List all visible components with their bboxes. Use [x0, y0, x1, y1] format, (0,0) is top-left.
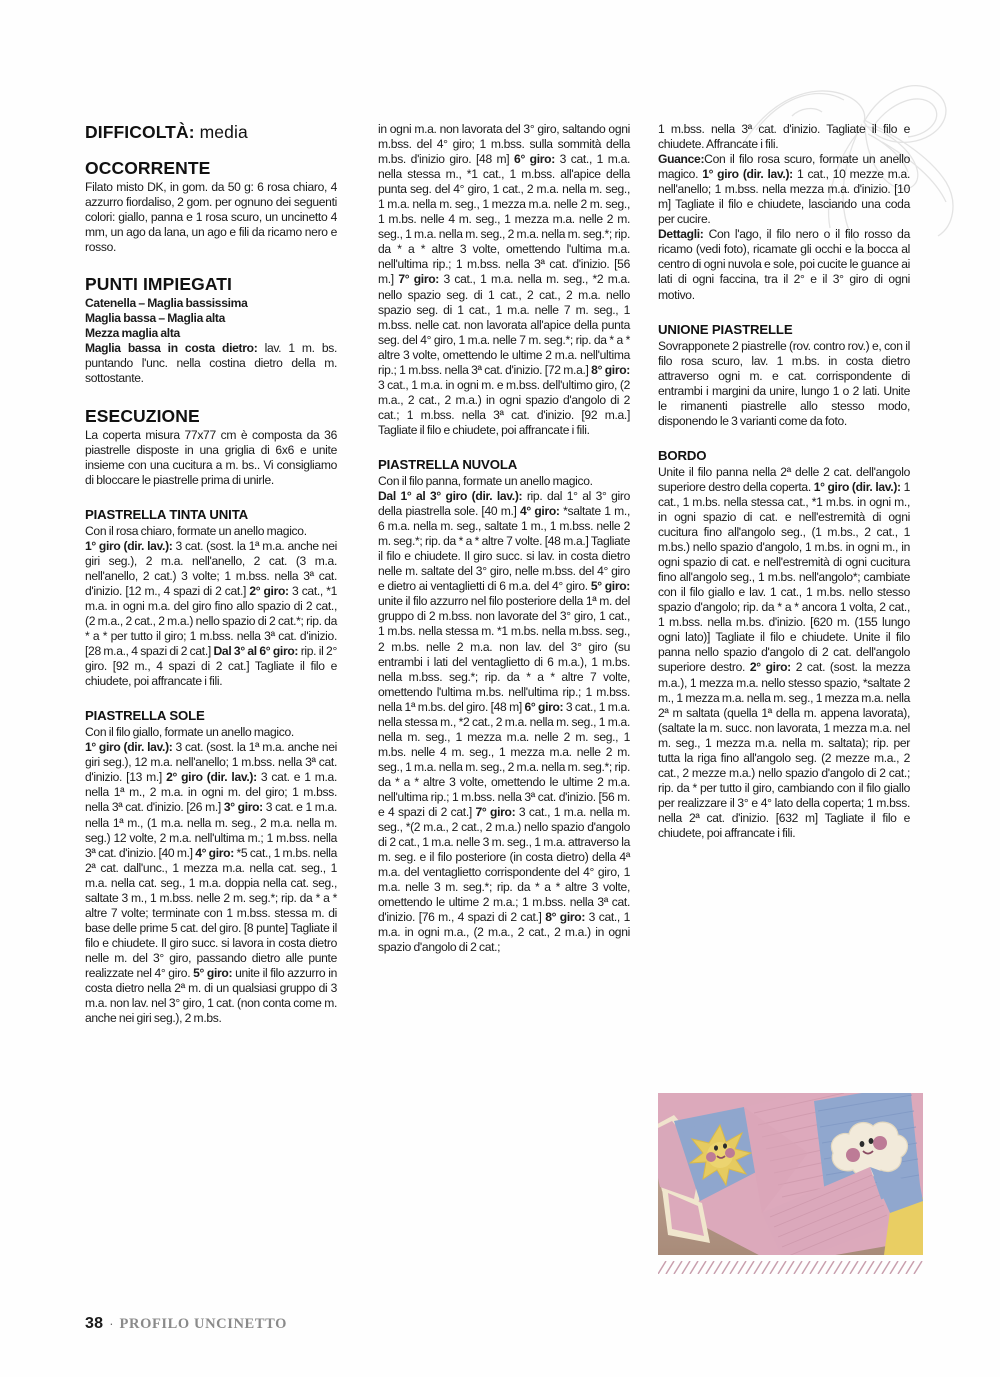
bordo-giro2-text: 2 cat. (sost. la mezza m.a.), 1 mezza m.a. nello stesso spazio, *saltate 2 m., 1 mezza m.a. nella m. seg., 1 mezza m.a. nella 2ª m saltata (quella 1ª della m. appena lavorata), (saltate la m. succ. non lavorata, 1 mezza m.a. nel m. seg., 1 mezza m.a. nella m. saltata); rip. per tutta la riga fino all'angolo seg. (2 mezze m.a., 2 cat., 2 mezze m.a.) nello spazio d'angolo di 2 cat.; rip. da * per tutto il giro, cambiando con il filo giallo per realizzare il 3° e 4° lato della coperta; 1 m.bss. nella 2ª cat. d'inizio. [632 m] Tagliate il filo e chiudete, poi affrancate i fili. — [658, 660, 910, 840]
sole-giro3-label: 3° giro: — [223, 800, 263, 815]
nuvola-body — [378, 474, 630, 956]
sole-giro1-text: 3 cat. (sost. la 1ª m.a. anche nei giri seg.), 12 m.a. nell'anello; 1 m.bss. nella 3ª cat. d'inizio. [13 m.] — [85, 740, 338, 785]
nuvola-intro: Con il filo panna, formate un anello magico. — [378, 473, 593, 488]
sole-giro8-label: 8° giro: — [591, 362, 630, 377]
photo-block — [658, 1093, 923, 1255]
section-heading-tinta-unita: PIASTRELLA TINTA UNITA — [85, 506, 248, 522]
footer-separator: · — [109, 1316, 114, 1331]
sole-giro1-label: 1° giro (dir. lav.): — [85, 740, 173, 755]
tinta-intro: Con il rosa chiaro, formate un anello magico. — [85, 523, 307, 538]
section-heading-unione: UNIONE PIASTRELLE — [658, 321, 793, 337]
punti-definition — [85, 341, 337, 386]
sole-giro4-label: 4° giro: — [195, 845, 234, 860]
dettagli-text: Con l'ago, il filo nero o il filo rosso da ricamo (vedi foto), ricamate gli occhi e la bocca al centro di ogni nuvola e sole, poi cucite le guance ai lati di ogni faccina, tra il 2° e il 3° giro di ogni motivo. — [658, 227, 910, 302]
sole-giro2-text: 3 cat. e 1 m.a. nella 1ª m., 2 m.a. in ogni m. del giro; 1 m.bss. nella 3ª cat. d'inizio. [26 m.] — [85, 770, 337, 815]
punti-list — [85, 296, 337, 341]
esecuzione-text: La coperta misura 77x77 cm è composta da 36 piastrelle disposte in una griglia di 6x6 e unite insieme con una cucitura a m. bs.. Vi consigliamo di bloccare le piastrelle prima di unirle. — [85, 427, 337, 487]
sole-giro4-text: *5 cat., 1 m.bs. nella 2ª cat. dall'unc., 1 mezza m.a. nella cat. seg., 1 m.a. nella cat. seg., 1 m.a. doppia nella cat. seg., saltate 3 m., 1 m.bss. nelle 2 m. seg.*; rip. da * a * altre 7 volte; terminate con 1 m.bss. stessa m. di base delle prime 5 cat. del giro. [8 punte] Tagliate il filo e chiudete. Il giro succ. si lavora in costa dietro nelle m. del 3° giro, passando dietro alle punte realizzate nel 4° giro. — [85, 845, 337, 980]
sole-body — [85, 725, 337, 1026]
nuvola-giro8-text: 3 cat., 1 m.a. in ogni m.a., (2 m.a., 2 cat., 2 m.a.) in ogni spazio d'angolo di 2 cat.; — [378, 910, 630, 955]
difficulty-value: media — [199, 122, 248, 142]
nuvola-giro6-text: 3 cat., 1 m.a. nella stessa m., *2 cat., 2 m.a. nella m. seg., 1 m.a. nella m. seg., 1 mezza m.a. nelle 2 m. seg., 1 m.bs. nelle 4 m. seg., 1 mezza m.a. nelle 2 m. seg., 1 m.a. nella m. seg., 2 m.a. nella m. seg.*; rip. da * a * altre 3 volte, omettendo le ultime 2 m.a. nell'ultima rip.; 1 m.bss. nella 3ª cat. d'inizio. [56 m. e 4 spazi di 2 cat.] — [378, 699, 630, 820]
section-heading-bordo: BORDO — [658, 447, 707, 463]
bordo-giro1-text: 1 cat., 1 m.bs. nella stessa cat., *1 m.bs. in ogni m., in ogni spazio di cat. e nell'estremità di ogni cucitura fino all'angolo seg., (1 m.bs., 2 cat., 1 m.bs.) nello spazio d'angolo, 1 m.bs. in ogni m., in ogni spazio di cat. e nell'estremità di ogni cucitura fino all'angolo seg., 1 m.bs. nell'angolo*; cambiate con il filo giallo e lav. 1 cat., 1 m.bs. nello stesso spazio d'angolo; rip. da * a * ancora 1 volta, 2 cat., 1 m.bss. nella m.bs. d'inizio. [620 m. (155 lungo ogni lato)] Tagliate il filo e chiudete. Unite il filo panna nello spazio d'angolo di 2 cat. dell'angolo superiore destro. — [658, 479, 910, 675]
punti-line-2: Maglia bassa – Maglia alta — [85, 311, 226, 326]
section-heading-esecuzione: ESECUZIONE — [85, 405, 200, 426]
unione-text: Sovrapponete 2 piastrelle (rov. contro rov.) e, con il filo rosa scuro, lav. 1 m.bs. in costa dietro attraverso ogni m. e cat. corrispondente di entrambi i margini da unire, lungo 1 o 2 lati. Unite le rimanenti piastrelle allo stesso modo, disponendo le 3 varianti come da foto. — [658, 338, 910, 428]
punti-line-1: Catenella – Maglia bassissima — [85, 296, 248, 311]
diagonal-hatch-strip — [658, 1261, 923, 1274]
guance-body — [658, 152, 910, 227]
tinta-giro2-text: 3 cat., *1 m.a. in ogni m.a. del giro fino allo spazio di 2 cat., (2 m.a., 2 cat., 2 m.a.) nello spazio di 2 cat.*; rip. da * a * per tutto il giro; 1 m.bss. nella 3ª cat. d'inizio. [28 m.a., 4 spazi di 2 cat.] — [85, 583, 337, 659]
tinta-giro1-text: 3 cat. (sost. la 1ª m.a. anche nei giri seg.), 2 m.a. nell'anello, 2 cat. (3 m.a. nell'anello, 2 cat.) 3 volte; 1 m.bss. nella 3ª cat. d'inizio. [12 m., 4 spazi di 2 cat.] — [85, 538, 338, 598]
dettagli-label: Dettagli: — [658, 227, 704, 242]
section-heading-punti: PUNTI IMPIEGATI — [85, 274, 233, 295]
guance-giro1-label: 1° giro (dir. lav.): — [702, 167, 793, 182]
nuvola-giro7-text: 3 cat., 1 m.a. nella m. seg., *(2 m.a., 2 cat., 2 m.a.) nello spazio d'angolo di 2 cat., 1 m.a. nelle 3 m. seg., 1 m.a. attraverso la m. seg. e il filo posteriore (in costa dietro) della 4ª m.a. del ventaglietto corrispondente del 4° giro, 1 m.a. nelle 3 m. seg.*; rip. da * a * altre 3 volte, omettendo le ultime 2 m.a.; 1 m.bss. nella 3ª cat. d'inizio. [76 m., 4 spazi di 2 cat.] — [378, 805, 630, 925]
difficulty-heading — [85, 122, 337, 142]
tinta-giro2-label: 2° giro: — [249, 583, 289, 598]
sole-giro5-text: unite il filo azzurro in costa dietro nella 2ª m. di un qualsiasi gruppo di 3 m.a. non lav. nel 3° giro, 1 cat. (non conta come m. anche nei giri seg.), 2 m.bs. — [85, 965, 337, 1026]
column-2 — [378, 122, 630, 955]
column-3 — [658, 122, 910, 841]
column-1 — [85, 122, 337, 1026]
page-footer — [85, 1315, 287, 1333]
bordo-body — [658, 465, 910, 841]
nuvola-continued-body — [658, 122, 910, 152]
sole-giro8-text: 3 cat., 1 m.a. in ogni m. e m.bss. dell'ultimo giro, (2 m.a., 2 cat., 2 m.a.) in ogni spazio d'angolo di 2 cat.; 1 m.bss. nella 3ª cat. d'inizio. [92 m.a.] Tagliate il filo e chiudete, poi affrancate i fili. — [378, 377, 630, 437]
section-heading-occorrente: OCCORRENTE — [85, 158, 211, 178]
tinta-giro36-text: rip. il 2° giro. [92 m., 4 spazi di 2 cat.] Tagliate il filo e chiudete, poi affrancate i fili. — [85, 644, 337, 689]
sole-intro: Con il filo giallo, formate un anello magico. — [85, 725, 294, 740]
guance-label: Guance: — [658, 152, 705, 167]
sole-giro7-text: 3 cat., 1 m.a. nella m. seg., *2 m.a. nello spazio seg. di 1 cat., 2 cat., 2 m.a. nello spazio seg. di 1 cat., 1 m.a. nelle 7 m. seg., 1 m.bss. nelle cat. non lavorata all'apice della punta seg. del 4° giro, 1 m.a. nelle 7 m. seg.*; rip. da * a * altre 3 volte, omettendo le ultime 2 m.a. nell'ultima rip.; 1 m.bss. nella 3ª cat. d'inizio. [72 m.a.] — [378, 272, 630, 377]
sole-giro2-label: 2° giro (dir. lav.): — [166, 770, 257, 785]
tinta-giro1-label: 1° giro (dir. lav.): — [85, 538, 173, 553]
punti-definition-label: Maglia bassa in costa dietro: — [85, 341, 258, 356]
nuvola-giro7-label: 7° giro: — [475, 805, 516, 820]
punti-line-3: Mezza maglia alta — [85, 326, 180, 341]
bordo-giro1-label: 1° giro (dir. lav.): — [813, 479, 901, 494]
nuvola-giro4-text: *saltate 1 m., 6 m.a. nella m. seg., saltate 1 m., 1 m.bss. nelle 2 m. seg.*; rip. da * a * altre 7 volte. [48 m.a.] Tagliate il filo e chiudete. Il giro succ. si lav. in costa dietro nelle m. saltate del 3° giro, nelle m.bss. del 4° giro e dietro ai ventaglietti di 6 m.a. del 4° giro. — [378, 504, 630, 594]
nuvola-giro8-label: 8° giro: — [545, 910, 586, 925]
section-heading-sole: PIASTRELLA SOLE — [85, 708, 205, 724]
nuvola-giro5-text: unite il filo azzurro nel filo posteriore della 1ª m. del gruppo di 2 m.bss. non lavorate del 3° giro, 1 cat., 1 m.bs. nella stessa m. *1 m.bs. nella m.bss. seg., 2 m.bs. nelle 2 m.a. non lav. del 3° giro (su entrambi i lati del ventaglietto di 6 m.a.), 1 m.bs. nella m.bss. seg.*; rip. da * a * altre 7 volte, omettendo l'ultima m.bs. nell'ultima rip.; 1 m.bss. nella 1ª m.bs. del giro. [48 m] — [378, 594, 630, 714]
sole-giro6-label: 6° giro: — [514, 152, 555, 167]
dettagli-body — [658, 227, 910, 302]
sole-giro6-text: 3 cat., 1 m.a. nella stessa m., *1 cat., 1 m.bss. all'apice della punta seg. del 4° giro, 1 cat., 2 m.a. nella m. seg., 1 m.a. nella m. seg., 1 mezza m.a. nelle 2 m. seg., 1 m.bs. nelle 4 m. seg., 1 mezza m.a. nelle 2 m. seg., 1 m.a. nella m. seg., 2 m.a. nella m. seg.*; rip. da * a * altre 3 volte, omettendo l'ultima m.a. nell'ultima rip.; 1 m.bss. nella 3ª cat. d'inizio. [56 m.] — [378, 152, 631, 287]
nuvola-giro4-label: 4° giro: — [520, 504, 560, 519]
sole-continued-body — [378, 122, 630, 438]
sole-giro5-label: 5° giro: — [193, 965, 233, 980]
bordo-giro2-label: 2° giro: — [749, 660, 791, 675]
bordo-intro: Unite il filo panna nella 2ª delle 2 cat. dell'angolo superiore destro della coperta. — [658, 464, 910, 494]
magazine-title: PROFILO UNCINETTO — [119, 1316, 287, 1332]
sole-giro3-text: 3 cat. e 1 m.a. nella 1ª m., (1 m.a. nella m. seg., 2 m.a. nella m. seg.) 12 volte, 2 m.a. nell'ultima m.; 1 m.bss. nella 3ª cat. d'inizio. [40 m.] — [85, 800, 337, 860]
nuvola-giro13-label: Dal 1° al 3° giro (dir. lav.): — [378, 489, 523, 504]
nuvola-giro13-text: rip. dal 1° al 3° giro della piastrella sole. [40 m.] — [378, 489, 630, 519]
occorrente-text: Filato misto DK, in gom. da 50 g: 6 rosa chiaro, 4 azzurro fiordaliso, 2 gom. per ognuno dei seguenti colori: giallo, panna e 1 rosa scuro, un uncinetto 4 mm, un ago da lana, un ago e fili da ricamo nero e rosso. — [85, 180, 337, 255]
tinta-giro36-label: Dal 3° al 6° giro: — [213, 644, 299, 659]
guance-giro1-text: 1 cat., 10 mezze m.a. nell'anello; 1 m.bss. nella mezza m.a. d'inizio. [10 m] Tagliate il filo e chiudete, lasciando una coda per cucire. — [658, 167, 910, 227]
section-heading-nuvola: PIASTRELLA NUVOLA — [378, 456, 518, 472]
col2-cont-text: in ogni m.a. non lavorata del 3° giro, saltando ogni m.bss. del 4° giro; 1 m.bss. sulla sommità della m.bs. d'inizio giro. [48 m] — [378, 122, 630, 167]
difficulty-label: DIFFICOLTÀ: — [85, 122, 195, 142]
nuvola-giro5-label: 5° giro: — [590, 579, 630, 594]
guance-text: Con il filo rosa scuro, formate un anello magico. — [658, 152, 910, 182]
punti-definition-text: lav. 1 m. bs. puntando l'unc. nella costina dietro della m. sottostante. — [85, 341, 337, 386]
tinta-unita-body — [85, 524, 337, 690]
nuvola-giro6-label: 6° giro: — [524, 699, 564, 714]
page-number: 38 — [85, 1315, 104, 1332]
col3-cont-text: 1 m.bss. nella 3ª cat. d'inizio. Tagliate il filo e chiudete. Affrancate i fili. — [658, 122, 910, 152]
sole-giro7-label: 7° giro: — [398, 272, 439, 287]
crochet-blanket-photo — [658, 1093, 923, 1255]
